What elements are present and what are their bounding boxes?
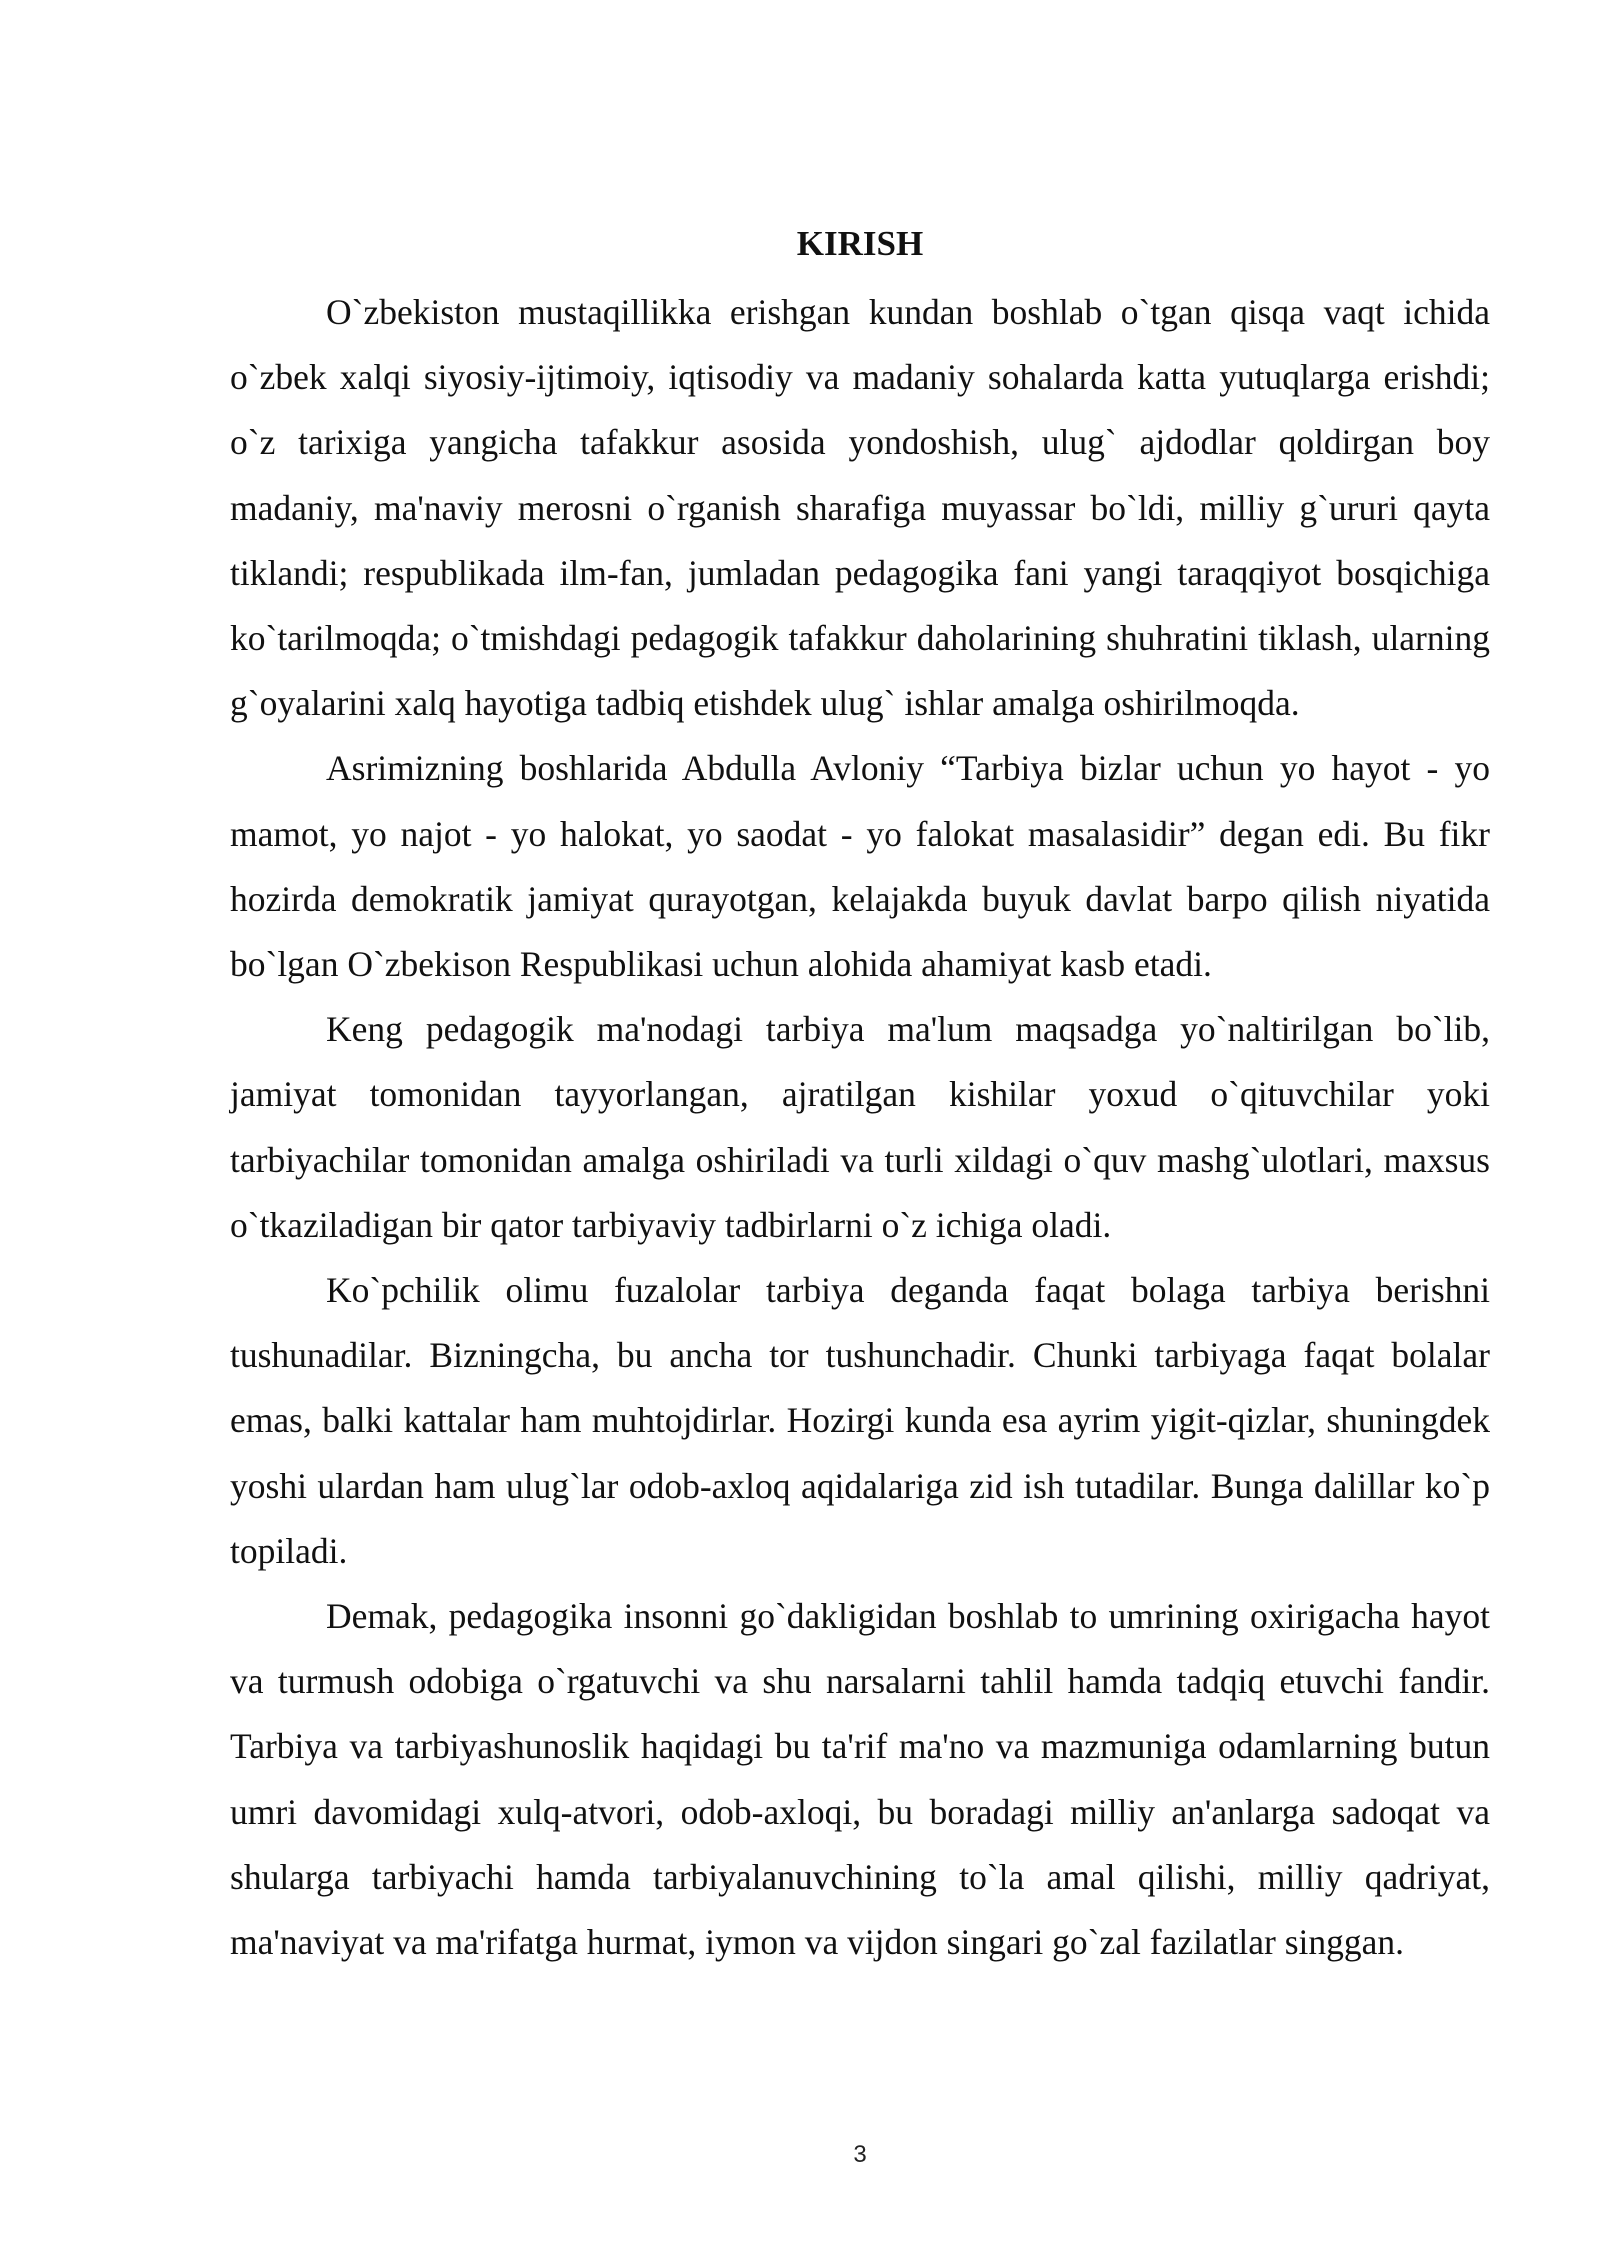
paragraph-4: Ko`pchilik olimu fuzalolar tarbiya deganda faqat bolaga tarbiya berishni tushunadilar. Bizningcha, bu ancha tor tushunchadir. Chunki tarbiyaga faqat bolalar emas, balki kattalar ham muhtojdirlar. Hozirgi kunda esa ayrim yigit-qizlar, shuningdek yoshi ulardan ham ulug`lar odob-axloq aqidalariga zid ish tutadilar. Bunga dalillar ko`p topiladi. <box>230 1270 1490 1571</box>
paragraph-1: O`zbekiston mustaqillikka erishgan kundan boshlab o`tgan qisqa vaqt ichida o`zbek xalqi siyosiy-ijtimoiy, iqtisodiy va madaniy sohalarda katta yutuqlarga erishdi; o`z tarixiga yangicha tafakkur asosida yondoshish, ulug` ajdodlar qoldirgan boy madaniy, ma'naviy merosni o`rganish sharafiga muyassar bo`ldi, milliy g`ururi qayta tiklandi; respublikada ilm-fan, jumladan pedagogika fani yangi taraqqiyot bosqichiga ko`tarilmoqda; o`tmishdagi pedagogik tafakkur daholarining shuhratini tiklash, ularning g`oyalarini xalq hayotiga tadbiq etishdek ulug` ishlar amalga oshirilmoqda. <box>230 292 1490 724</box>
page-title: KIRISH <box>796 224 924 263</box>
page-number: 3 <box>853 2141 867 2168</box>
paragraph-2: Asrimizning boshlarida Abdulla Avloniy “Tarbiya bizlar uchun yo hayot - yo mamot, yo najot - yo halokat, yo saodat - yo falokat masalasidir” degan edi. Bu fikr hozirda demokratik jamiyat qurayotgan, kelajakda buyuk davlat barpo qilish niyatida bo`lgan O`zbekison Respublikasi uchun alohida ahamiyat kasb etadi. <box>230 748 1490 985</box>
document-body <box>230 280 1490 1975</box>
paragraph-3: Keng pedagogik ma'nodagi tarbiya ma'lum maqsadga yo`naltirilgan bo`lib, jamiyat tomonidan tayyorlangan, ajratilgan kishilar yoxud o`qituvchilar yoki tarbiyachilar tomonidan amalga oshiriladi va turli xildagi o`quv mashg`ulotlari, maxsus o`tkaziladigan bir qator tarbiyaviy tadbirlarni o`z ichiga oladi. <box>230 1009 1490 1245</box>
paragraph-5: Demak, pedagogika insonni go`dakligidan boshlab to umrining oxirigacha hayot va turmush odobiga o`rgatuvchi va shu narsalarni tahlil hamda tadqiq etuvchi fandir. Tarbiya va tarbiyashunoslik haqidagi bu ta'rif ma'no va mazmuniga odamlarning butun umri davomidagi xulq-atvori, odob-axloqi, bu boradagi milliy an'anlarga sadoqat va shularga tarbiyachi hamda tarbiyalanuvchining to`la amal qilishi, milliy qadriyat, ma'naviyat va ma'rifatga hurmat, iymon va vijdon singari go`zal fazilatlar singgan. <box>230 1596 1490 1963</box>
